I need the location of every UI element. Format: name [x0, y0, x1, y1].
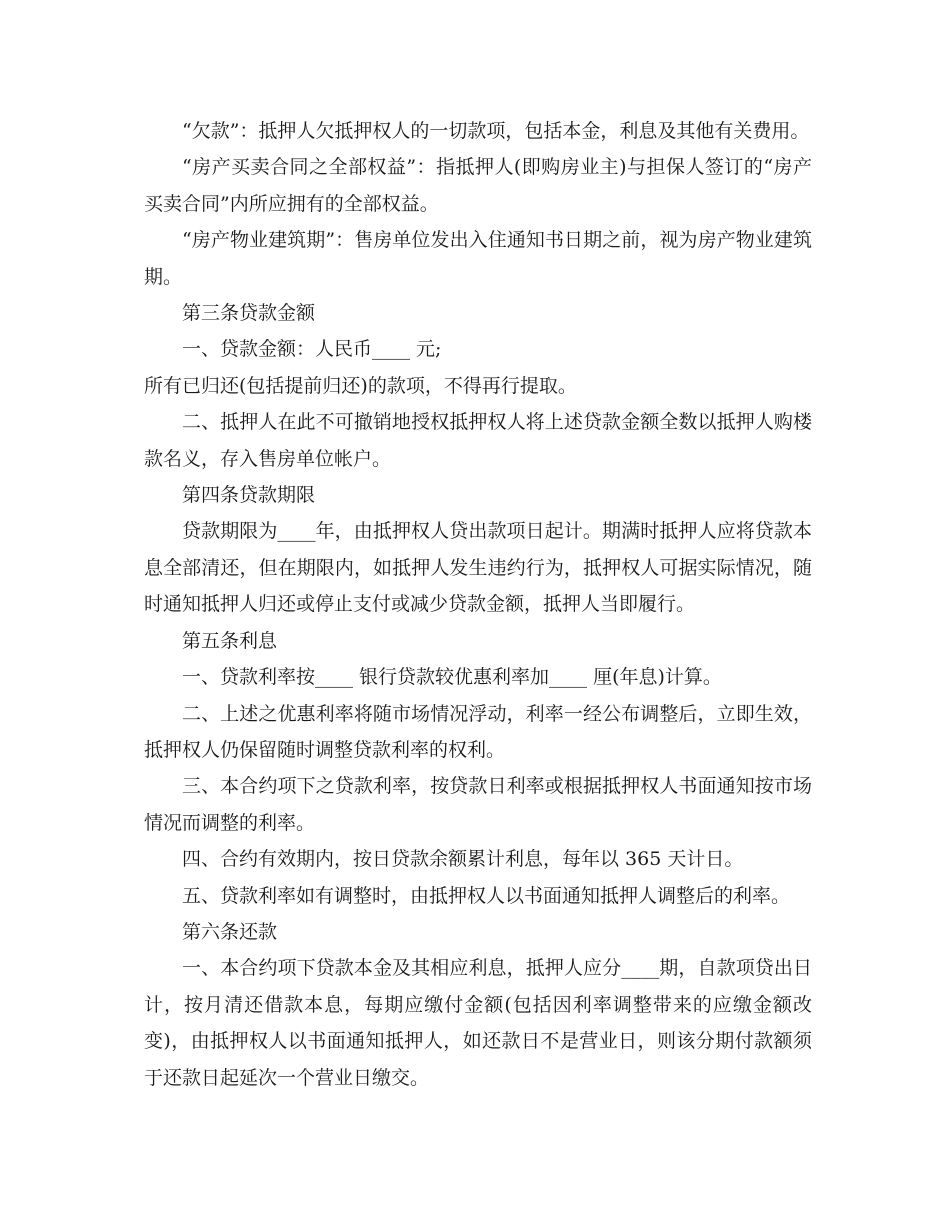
paragraph-rate-notice: 五、贷款利率如有调整时，由抵押权人以书面通知抵押人调整后的利率。	[182, 884, 791, 907]
section-heading-article-4: 第四条贷款期限	[182, 484, 316, 507]
paragraph-definition-construction-period: “房产物业建筑期”：售房单位发出入住通知书日期之前，视为房产物业建筑期。	[144, 229, 812, 288]
paragraph-repayment: 一、本合约项下贷款本金及其相应利息，抵押人应分____期，自款项贷出日计，按月清还借款本息，每期应缴付金额(包括因利率调整带来的应缴金额改变)，由抵押权人以书面通知抵押人，如还款日不是营业日，则该分期付款额须于还款日起延次一个营业日缴交。	[144, 957, 812, 1089]
paragraph-definition-debt: “欠款”：抵押人欠抵押权人的一切款项，包括本金，利息及其他有关费用。	[182, 120, 810, 142]
section-heading-article-5: 第五条利息	[182, 629, 278, 652]
paragraph-definition-rights: “房产买卖合同之全部权益”：指抵押人(即购房业主)与担保人签订的“房产买卖合同”内所应拥有的全部权益。	[144, 156, 812, 215]
paragraph-daily-interest: 四、合约有效期内，按日贷款余额累计利息，每年以 365 天计日。	[182, 848, 744, 871]
paragraph-no-redraw: 所有已归还(包括提前归还)的款项，不得再行提取。	[144, 374, 577, 397]
document-body	[144, 113, 812, 1096]
paragraph-rate-adjustment: 二、上述之优惠利率将随市场情况浮动，利率一经公布调整后，立即生效，抵押权人仍保留随时调整贷款利率的权利。	[144, 702, 812, 761]
paragraph-loan-term: 贷款期限为____年，由抵押权人贷出款项日起计。期满时抵押人应将贷款本息全部清还，但在期限内，如抵押人发生违约行为，抵押权人可据实际情况，随时通知抵押人归还或停止支付或减少贷款金额，抵押人当即履行。	[144, 520, 812, 616]
paragraph-rate-basis: 三、本合约项下之贷款利率，按贷款日利率或根据抵押权人书面通知按市场情况而调整的利率。	[144, 775, 812, 834]
section-heading-article-6: 第六条还款	[182, 920, 278, 943]
paragraph-loan-amount: 一、贷款金额：人民币____ 元;	[182, 338, 442, 361]
section-heading-article-3: 第三条贷款金额	[182, 302, 316, 325]
paragraph-authorization: 二、抵押人在此不可撤销地授权抵押权人将上述贷款金额全数以抵押人购楼款名义，存入售房单位帐户。	[144, 411, 812, 470]
paragraph-interest-rate: 一、贷款利率按____ 银行贷款较优惠利率加____ 厘(年息)计算。	[182, 666, 722, 689]
